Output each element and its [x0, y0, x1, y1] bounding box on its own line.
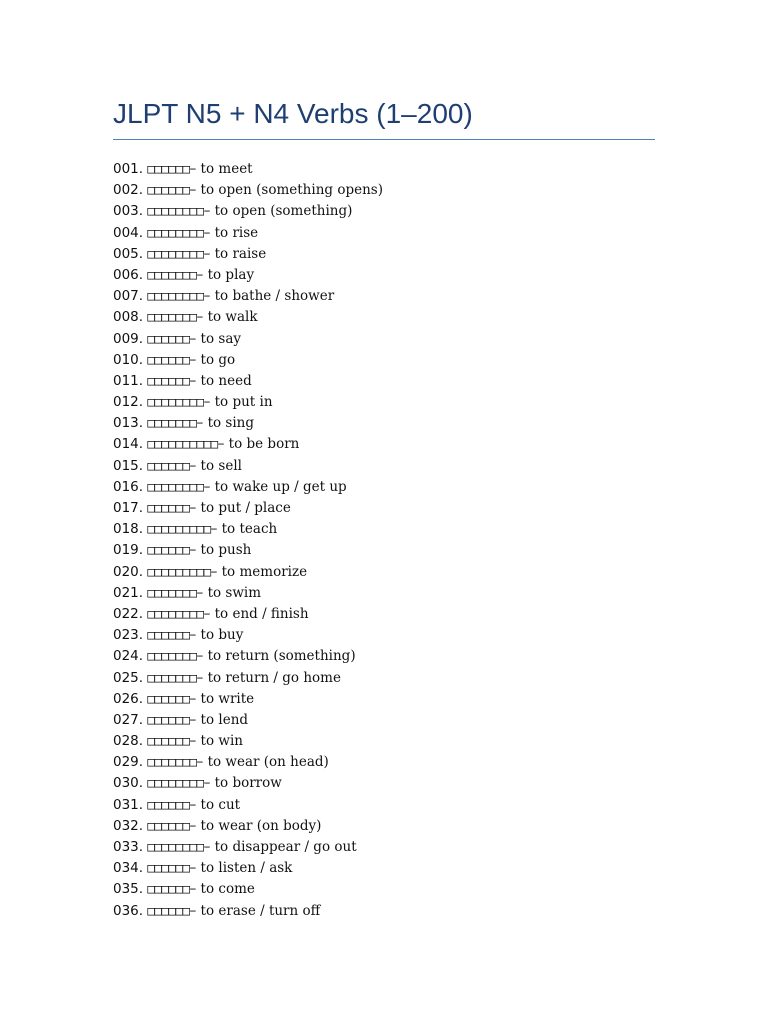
- verb-entry: [113, 349, 383, 370]
- verb-entry: [113, 455, 383, 476]
- entry-meaning: – to bathe / shower: [203, 288, 335, 305]
- entry-japanese: □□□□□□□: [147, 266, 197, 282]
- verb-entry: [113, 222, 383, 243]
- entry-number: 006.: [113, 266, 144, 283]
- verb-entry: [113, 497, 383, 518]
- entry-number: 018.: [113, 521, 144, 538]
- entry-japanese: □□□□□□: [147, 860, 190, 876]
- entry-japanese: □□□□□□□: [147, 584, 197, 600]
- entry-number: 014.: [113, 436, 144, 453]
- entry-meaning: – to swim: [196, 584, 262, 601]
- entry-meaning: – to wear (on body): [189, 817, 322, 834]
- entry-meaning: – to put / place: [189, 500, 291, 516]
- entry-japanese: □□□□□□: [147, 627, 190, 643]
- entry-number: 022.: [113, 605, 144, 622]
- entry-japanese: □□□□□□□□: [147, 775, 204, 791]
- entry-number: 021.: [113, 584, 144, 601]
- entry-meaning: – to lend: [189, 711, 249, 728]
- entry-meaning: – to push: [189, 542, 252, 559]
- entry-japanese: □□□□□□□□: [147, 394, 204, 410]
- entry-meaning: – to erase / turn off: [189, 902, 321, 919]
- entry-japanese: □□□□□□□□□: [147, 563, 211, 579]
- verb-entry: [113, 328, 383, 349]
- entry-number: 003.: [113, 203, 144, 220]
- verb-entry: [113, 815, 383, 836]
- entry-japanese: □□□□□□: [147, 500, 190, 515]
- entry-meaning: – to wear (on head): [196, 754, 329, 771]
- entry-number: 020.: [113, 563, 144, 580]
- verb-list: [113, 158, 383, 921]
- verb-entry: [113, 370, 383, 391]
- entry-japanese: □□□□□□: [147, 457, 190, 473]
- verb-entry: [113, 709, 383, 730]
- entry-meaning: – to wake up / get up: [203, 478, 347, 495]
- entry-meaning: – to memorize: [210, 563, 308, 580]
- verb-entry: [113, 730, 383, 751]
- entry-meaning: – to return (something): [196, 648, 356, 665]
- verb-entry: [113, 900, 383, 921]
- entry-number: 030.: [113, 775, 144, 792]
- entry-japanese: □□□□□□□: [147, 754, 197, 770]
- entry-japanese: □□□□□□: [147, 817, 190, 833]
- entry-japanese: □□□□□□□: [147, 648, 197, 664]
- entry-number: 004.: [113, 224, 144, 241]
- entry-number: 011.: [113, 372, 144, 389]
- entry-meaning: – to write: [189, 690, 255, 707]
- document-title: JLPT N5 + N4 Verbs (1–200): [113, 98, 473, 129]
- entry-meaning: – to buy: [189, 627, 244, 644]
- verb-entry: [113, 624, 383, 645]
- verb-entry: [113, 158, 383, 179]
- entry-meaning: – to win: [189, 733, 243, 750]
- entry-number: 010.: [113, 351, 144, 368]
- entry-meaning: – to end / finish: [203, 605, 309, 622]
- entry-number: 013.: [113, 415, 144, 432]
- entry-japanese: □□□□□□□□: [147, 605, 204, 621]
- entry-number: 029.: [113, 754, 144, 771]
- entry-japanese: □□□□□□: [147, 690, 190, 706]
- entry-japanese: □□□□□□: [147, 902, 190, 918]
- entry-meaning: – to borrow: [203, 775, 282, 792]
- title-underline: [113, 139, 655, 140]
- verb-entry: [113, 878, 383, 899]
- entry-number: 009.: [113, 330, 144, 347]
- verb-entry: [113, 243, 383, 264]
- entry-number: 012.: [113, 394, 144, 411]
- entry-meaning: – to need: [189, 372, 252, 389]
- entry-japanese: □□□□□□□: [147, 309, 197, 325]
- entry-japanese: □□□□□□: [147, 351, 190, 367]
- verb-entry: [113, 603, 383, 624]
- verb-entry: [113, 582, 383, 603]
- entry-meaning: – to cut: [189, 796, 241, 813]
- verb-entry: [113, 667, 383, 688]
- entry-number: 005.: [113, 245, 144, 262]
- entry-japanese: □□□□□□: [147, 711, 190, 727]
- verb-entry: [113, 391, 383, 412]
- verb-entry: [113, 857, 383, 878]
- verb-entry: [113, 518, 383, 539]
- entry-meaning: – to raise: [203, 245, 267, 262]
- entry-number: 034.: [113, 860, 144, 877]
- entry-japanese: □□□□□□□: [147, 415, 197, 431]
- verb-entry: [113, 561, 383, 582]
- entry-number: 001.: [113, 161, 144, 177]
- entry-japanese: □□□□□□□: [147, 669, 197, 685]
- entry-meaning: – to sing: [196, 415, 255, 432]
- entry-meaning: – to return / go home: [196, 669, 341, 686]
- verb-entry: [113, 285, 383, 306]
- entry-meaning: – to listen / ask: [189, 860, 293, 877]
- entry-number: 025.: [113, 669, 144, 686]
- verb-entry: [113, 688, 383, 709]
- verb-entry: [113, 645, 383, 666]
- verb-entry: [113, 539, 383, 560]
- entry-japanese: □□□□□□□□: [147, 203, 204, 219]
- entry-meaning: – to rise: [203, 224, 259, 241]
- verb-entry: [113, 179, 383, 200]
- entry-meaning: – to open (something): [203, 203, 353, 220]
- entry-japanese: □□□□□□: [147, 182, 190, 198]
- verb-entry: [113, 476, 383, 497]
- entry-number: 031.: [113, 796, 144, 813]
- verb-entry: [113, 794, 383, 815]
- verb-entry: [113, 306, 383, 327]
- entry-number: 023.: [113, 627, 144, 644]
- entry-japanese: □□□□□□: [147, 796, 190, 812]
- entry-number: 027.: [113, 711, 144, 728]
- entry-meaning: – to say: [189, 330, 242, 347]
- entry-number: 032.: [113, 817, 144, 834]
- entry-japanese: □□□□□□□□: [147, 288, 204, 304]
- entry-number: 015.: [113, 457, 144, 474]
- verb-entry: [113, 412, 383, 433]
- entry-number: 036.: [113, 902, 144, 919]
- entry-japanese: □□□□□□: [147, 330, 190, 346]
- entry-japanese: □□□□□□□□: [147, 224, 204, 240]
- entry-number: 008.: [113, 309, 144, 326]
- entry-japanese: □□□□□□□□: [147, 245, 204, 261]
- entry-meaning: – to disappear / go out: [203, 839, 357, 855]
- entry-meaning: – to walk: [196, 309, 258, 326]
- verb-entry: [113, 433, 383, 454]
- entry-number: 035.: [113, 881, 144, 898]
- entry-meaning: – to put in: [203, 394, 273, 411]
- entry-japanese: □□□□□□: [147, 161, 190, 176]
- entry-japanese: □□□□□□□□: [147, 478, 204, 494]
- entry-japanese: □□□□□□: [147, 881, 190, 897]
- entry-meaning: – to play: [196, 266, 255, 283]
- entry-meaning: – to go: [189, 351, 236, 368]
- entry-meaning: – to sell: [189, 457, 242, 474]
- verb-entry: [113, 772, 383, 793]
- verb-entry: [113, 264, 383, 285]
- entry-japanese: □□□□□□: [147, 542, 190, 558]
- entry-japanese: □□□□□□: [147, 372, 190, 388]
- entry-number: 026.: [113, 690, 144, 707]
- entry-meaning: – to come: [189, 881, 255, 898]
- entry-number: 017.: [113, 500, 144, 516]
- entry-japanese: □□□□□□□□: [147, 839, 204, 854]
- entry-number: 019.: [113, 542, 144, 559]
- entry-number: 016.: [113, 478, 144, 495]
- entry-japanese: □□□□□□□□□□: [147, 436, 218, 452]
- entry-number: 024.: [113, 648, 144, 665]
- verb-entry: [113, 200, 383, 221]
- entry-meaning: – to teach: [210, 521, 278, 538]
- entry-number: 007.: [113, 288, 144, 305]
- entry-meaning: – to meet: [189, 161, 253, 177]
- verb-entry: [113, 751, 383, 772]
- entry-meaning: – to open (something opens): [189, 182, 383, 199]
- entry-japanese: □□□□□□: [147, 733, 190, 749]
- verb-entry: [113, 836, 383, 857]
- entry-number: 002.: [113, 182, 144, 199]
- entry-number: 033.: [113, 839, 144, 855]
- entry-meaning: – to be born: [217, 436, 300, 453]
- entry-japanese: □□□□□□□□□: [147, 521, 211, 537]
- entry-number: 028.: [113, 733, 144, 750]
